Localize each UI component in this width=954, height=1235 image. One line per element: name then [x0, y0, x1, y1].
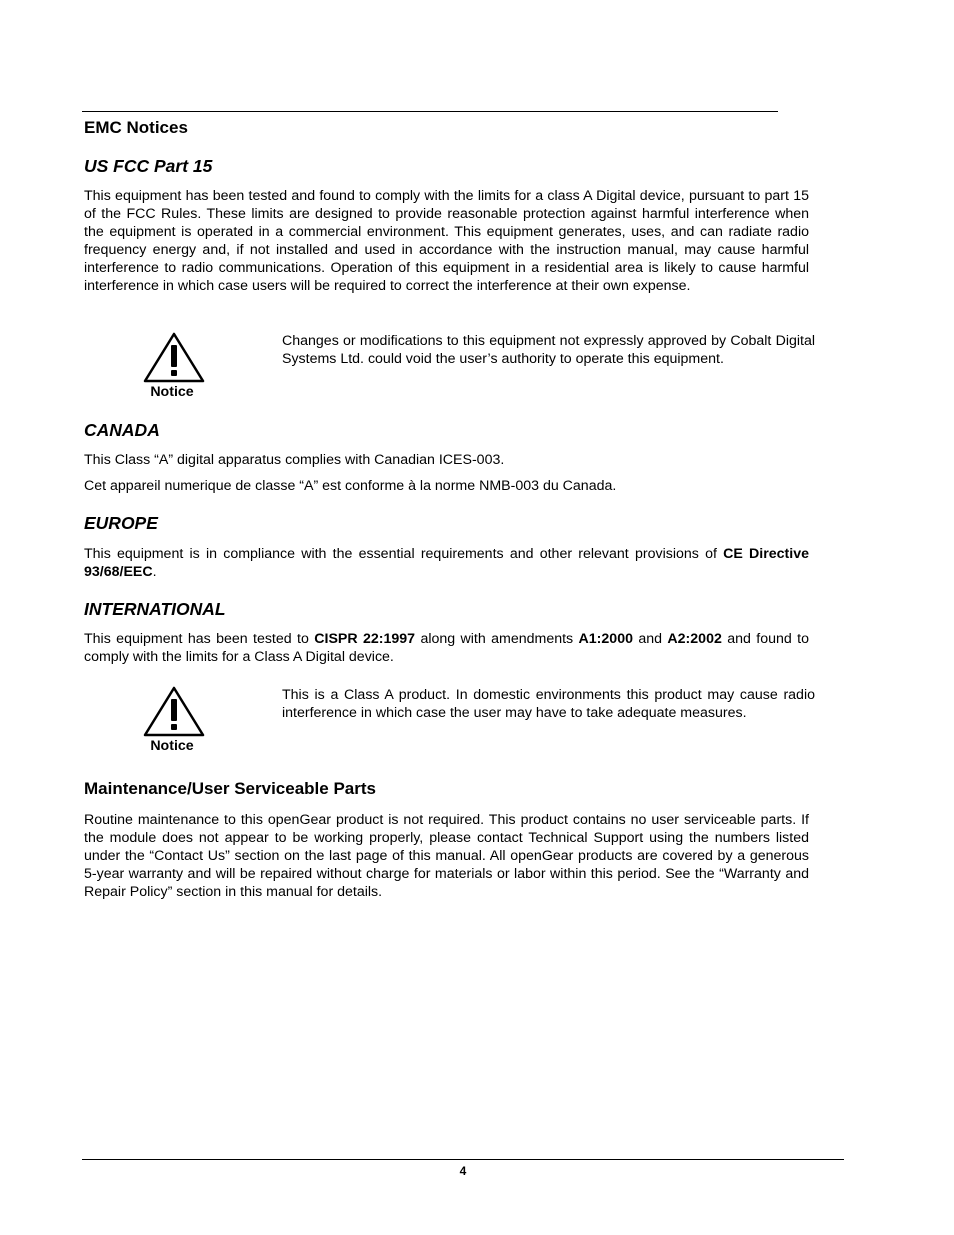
canada-line-french: Cet appareil numerique de classe “A” est conforme à la norme NMB-003 du Canada. — [84, 478, 617, 494]
europe-paragraph: This equipment is in compliance with the essential requirements and other relevant provisions of CE Directive 93/68/EEC. — [84, 546, 809, 580]
page-number: 4 — [459, 1164, 467, 1178]
section-title-maintenance: Maintenance/User Serviceable Parts — [84, 779, 376, 798]
international-paragraph: This equipment has been tested to CISPR 22:1997 along with amendments A1:2000 and A2:2002 and found to comply with the limits for a Class A Digital device. — [84, 631, 810, 665]
subsection-title-fcc: US FCC Part 15 — [84, 156, 213, 176]
footer-rule — [82, 1159, 844, 1160]
international-notice-text: This is a Class A product. In domestic environments this product may cause radio interference in which case the user may have to take adequate measures. — [282, 687, 815, 721]
cispr-standard: CISPR 22:1997 — [314, 631, 416, 647]
amendment-a1: A1:2000 — [578, 631, 633, 647]
maintenance-paragraph: Routine maintenance to this openGear product is not required. This product contains no user serviceable parts. If the module does not appear to be working properly, please contact Technical Support using the numbers listed under the “Contact Us” section on the last page of this manual. All openGear products are covered by a generous 5-year warranty and will be repaired without charge for materials or labor within this period. See the “Warranty and Repair Policy” section in this manual for details. — [84, 812, 809, 900]
subsection-title-canada: CANADA — [84, 420, 160, 440]
section-title-emc: EMC Notices — [84, 118, 188, 137]
warning-triangle-icon — [142, 331, 206, 385]
header-rule — [82, 111, 778, 112]
warning-triangle-icon — [142, 685, 206, 739]
amendment-a2: A2:2002 — [667, 631, 722, 647]
notice-label: Notice — [150, 384, 194, 400]
canada-line-english: This Class “A” digital apparatus complies with Canadian ICES-003. — [84, 452, 505, 468]
fcc-notice-text: Changes or modifications to this equipment not expressly approved by Cobalt Digital Systems Ltd. could void the user’s authority to operate this equipment. — [282, 333, 815, 367]
ce-directive: CE Directive 93/68/EEC — [84, 546, 809, 580]
subsection-title-europe: EUROPE — [84, 513, 158, 533]
subsection-title-international: INTERNATIONAL — [84, 599, 226, 619]
notice-label: Notice — [150, 738, 194, 754]
fcc-paragraph: This equipment has been tested and found to comply with the limits for a class A Digital device, pursuant to part 15 of the FCC Rules. These limits are designed to provide reasonable protection against harmful interference when the equipment is operated in a commercial environment. This equipment generates, uses, and can radiate radio frequency energy and, if not installed and used in accordance with the instruction manual, may cause harmful interference to radio communications. Operation of this equipment in a residential area is likely to cause harmful interference in which case users will be required to correct the interference at their own expense. — [84, 188, 809, 294]
